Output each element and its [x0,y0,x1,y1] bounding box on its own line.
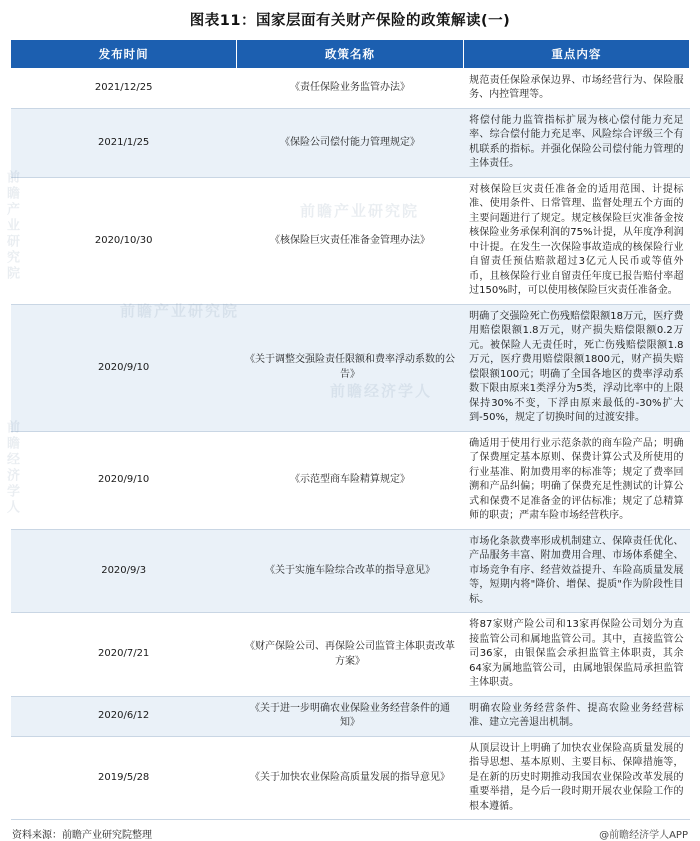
table-row [11,68,690,108]
table-row [11,736,690,820]
cell-content: 将87家财产险公司和13家再保险公司划分为直接监管公司和属地监管公司。其中，直接监管公司36家，由银保监会承担监管主体职责，其余64家为属地监管公司，由属地银保监局承担监管主体职责。 [463,613,689,697]
page-title: 图表11：国家层面有关财产保险的政策解读(一) [189,13,511,29]
cell-policy-name: 《关于实施车险综合改革的指导意见》 [237,529,463,613]
cell-date: 2020/7/21 [11,613,237,697]
source-note: 资料来源：前瞻产业研究院整理 [12,830,152,841]
table-header-row [11,39,690,68]
policy-table [10,39,690,821]
column-header-name: 政策名称 [237,39,463,68]
cell-date: 2019/5/28 [11,736,237,820]
cell-policy-name: 《关于加快农业保险高质量发展的指导意见》 [237,736,463,820]
table-row [11,696,690,736]
cell-date: 2020/9/3 [11,529,237,613]
brand-note: @前瞻经济学人APP [599,830,688,841]
cell-content: 将偿付能力监管指标扩展为核心偿付能力充足率、综合偿付能力充足率、风险综合评级三个有机联系的指标。并强化保险公司偿付能力管理的主体责任。 [463,108,689,177]
cell-policy-name: 《示范型商车险精算规定》 [237,431,463,529]
cell-content: 明确农险业务经营条件、提高农险业务经营标准、建立完善退出机制。 [463,696,689,736]
column-header-content: 重点内容 [463,39,689,68]
table-row [11,529,690,613]
cell-content: 从顶层设计上明确了加快农业保险高质量发展的指导思想、基本原则、主要目标、保障措施等，是在新的历史时期推动我国农业保险改革发展的重要举措，是今后一段时期开展农业保险工作的根本遵循。 [463,736,689,820]
cell-policy-name: 《责任保险业务监管办法》 [237,68,463,108]
cell-date: 2020/9/10 [11,431,237,529]
table-row [11,177,690,304]
cell-content: 确适用于使用行业示范条款的商车险产品；明确了保费厘定基本原则、保费计算公式及所使用的行业基准、附加费用率的标准等；规定了费率回溯和产品纠偏；明确了保费充足性测试的计算公式和保费不足准备金的评估标准；规定了总精算师的职责；严肃车险市场经营秩序。 [463,431,689,529]
cell-date: 2021/1/25 [11,108,237,177]
table-row [11,304,690,431]
cell-policy-name: 《关于进一步明确农业保险业务经营条件的通知》 [237,696,463,736]
table-row [11,108,690,177]
column-header-date: 发布时间 [11,39,237,68]
footer [10,826,690,841]
cell-content: 规范责任保险承保边界、市场经营行为、保险服务、内控管理等。 [463,68,689,108]
cell-policy-name: 《财产保险公司、再保险公司监管主体职责改革方案》 [237,613,463,697]
cell-date: 2020/10/30 [11,177,237,304]
cell-policy-name: 《核保险巨灾责任准备金管理办法》 [237,177,463,304]
table-row [11,431,690,529]
cell-content: 市场化条款费率形成机制建立、保障责任优化、产品服务丰富、附加费用合理、市场体系健全、市场竞争有序、经营效益提升、车险高质量发展等，短期内将"降价、增保、提质"作为阶段性目标。 [463,529,689,613]
cell-content: 明确了交强险死亡伤残赔偿限额18万元，医疗费用赔偿限额1.8万元，财产损失赔偿限额0.2万元。被保险人无责任时，死亡伤残赔偿限额1.8万元，医疗费用赔偿限额1800元，财产损失赔偿限额100元；明确了全国各地区的费率浮动系数下限由原来1类浮分为5类，浮动比率中的上限保持30%不变，下浮由原来最低的-30%扩大到-50%，规定了切换时间的过渡安排。 [463,304,689,431]
cell-date: 2021/12/25 [11,68,237,108]
cell-policy-name: 《保险公司偿付能力管理规定》 [237,108,463,177]
cell-content: 对核保险巨灾责任准备金的适用范围、计提标准、使用条件、日常管理、监督处理五个方面的主要问题进行了规定。规定核保险巨灾准备金按核保险业务承保利润的75%计提，从年度净利润中计提。在发生一次保险事故造成的核保险行业自留责任预估赔款超过3亿元人民币或等值外币，且核保险行业自留责任年度已报告赔付率超过150%时，可以使用核保险巨灾责任准备金。 [463,177,689,304]
cell-policy-name: 《关于调整交强险责任限额和费率浮动系数的公告》 [237,304,463,431]
table-row [11,613,690,697]
cell-date: 2020/6/12 [11,696,237,736]
cell-date: 2020/9/10 [11,304,237,431]
